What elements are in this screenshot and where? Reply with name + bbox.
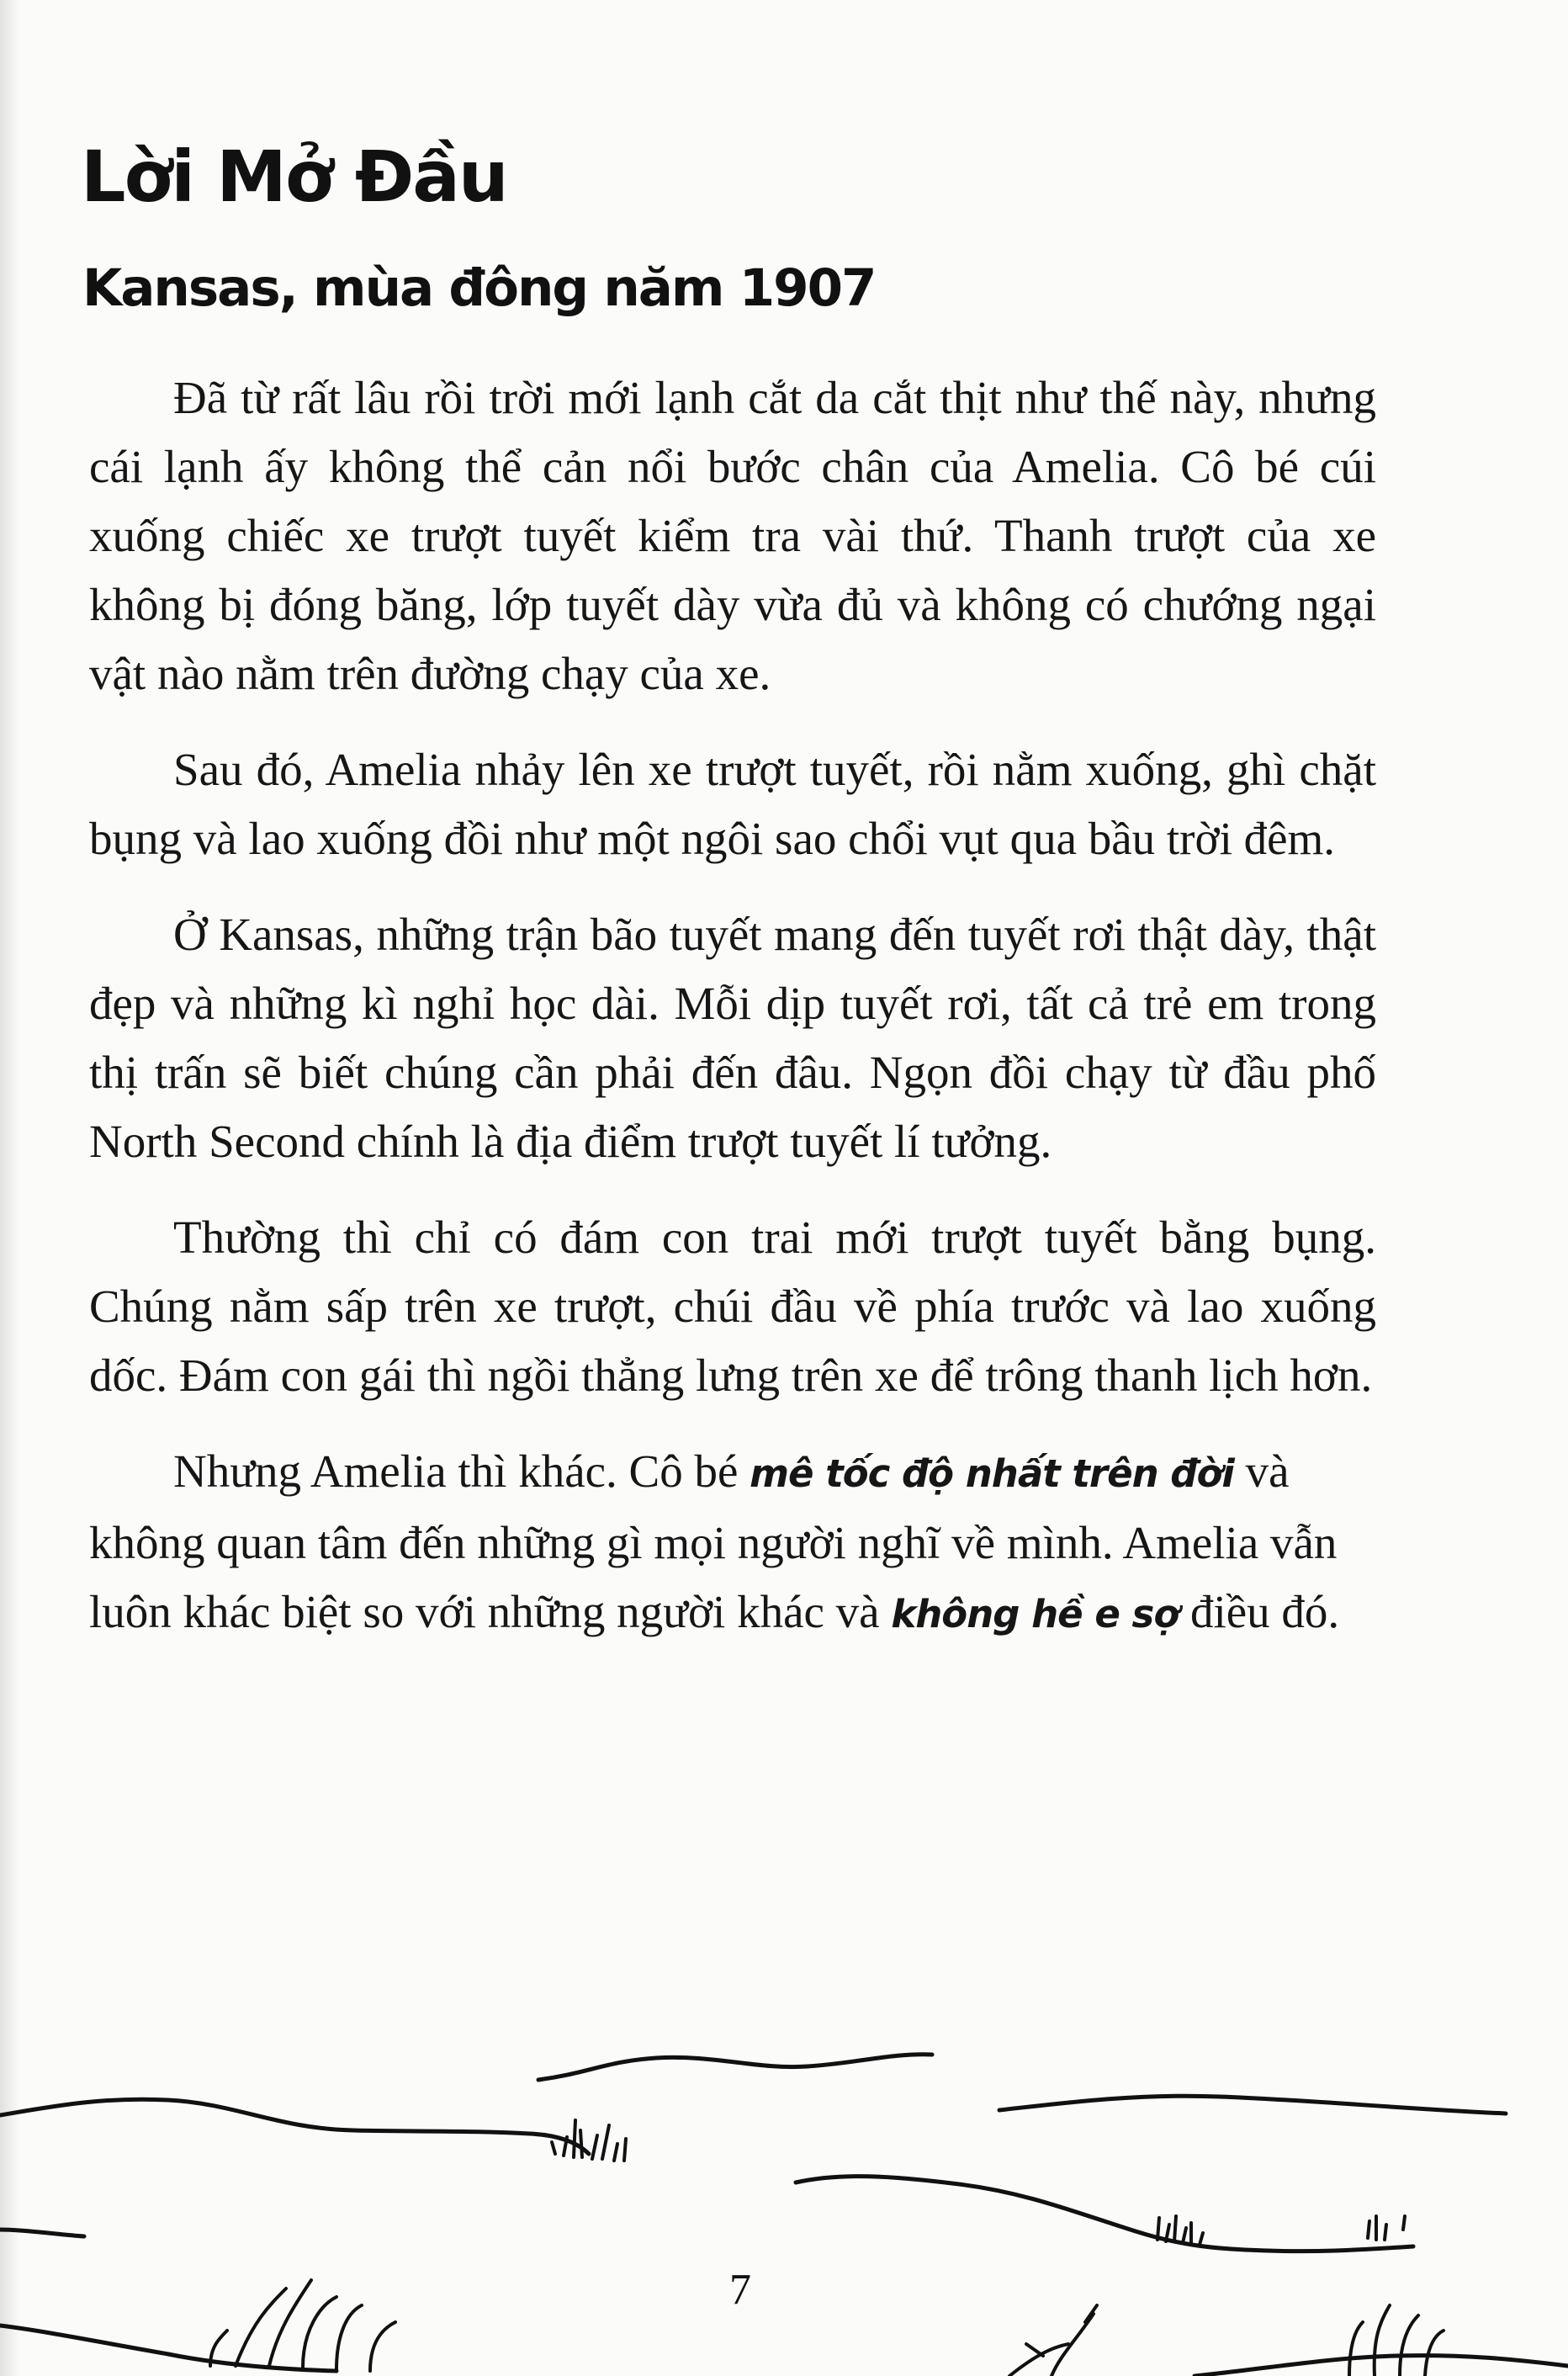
paragraph-2: Sau đó, Amelia nhảy lên xe trượt tuyết, rồi nằm xuống, ghì chặt bụng và lao xuống đồi như một ngôi sao chổi vụt qua bầu trời đêm. [89, 744, 1376, 864]
hill-line-middle [796, 2177, 1413, 2251]
grass-tuft-4 [210, 2280, 395, 2371]
paragraph-3: Ở Kansas, những trận bão tuyết mang đến tuyết rơi thật dày, thật đẹp và những kì nghỉ học dài. Mỗi dịp tuyết rơi, tất cả trẻ em trong thị trấn sẽ biết chúng cần phải đến đâu. Ngọn đồi chạy từ đầu phố North Second chính là địa điểm trượt tuyết lí tưởng. [89, 909, 1376, 1167]
emphasis-fearless: không hề e sợ [891, 1592, 1179, 1636]
hill-line-bottom-right [1195, 2356, 1568, 2376]
paragraph-5 [89, 1437, 1376, 1649]
emphasis-speed: mê tốc độ nhất trên đời [750, 1451, 1234, 1496]
grass-tuft-5 [1349, 2305, 1444, 2376]
grass-tufts [210, 2120, 1444, 2376]
hill-line-top [538, 2055, 932, 2080]
hill-line-bottom-left [0, 2326, 336, 2371]
snowy-hills-illustration [0, 2036, 1568, 2376]
hill-line-left [0, 2099, 589, 2154]
paragraph-5-part-2: và không quan tâm đến những gì mọi người nghĩ về mình. Amelia vẫn luôn khác biệt so với những người khác và [89, 1445, 1338, 1637]
paragraph-4: Thường thì chỉ có đám con trai mới trượt tuyết bằng bụng. Chúng nằm sấp trên xe trượt, chúi đầu về phía trước và lao xuống dốc. Đám con gái thì ngồi thẳng lưng trên xe để trông thanh lịch hơn. [89, 1212, 1376, 1401]
body-text [89, 363, 1376, 1676]
page-number: 7 [729, 2266, 751, 2314]
hill-line-lower-left [0, 2230, 84, 2236]
page-edge-shadow [0, 0, 20, 2376]
grass-tuft-3 [1368, 2216, 1405, 2240]
paragraph-1: Đã từ rất lâu rồi trời mới lạnh cắt da cắt thịt như thế này, nhưng cái lạnh ấy không thể cản nổi bước chân của Amelia. Cô bé cúi xuống chiếc xe trượt tuyết kiểm tra vài thứ. Thanh trượt của xe không bị đóng băng, lớp tuyết dày vừa đủ và không có chướng ngại vật nào nằm trên đường chạy của xe. [89, 372, 1376, 699]
hill-line-right [999, 2096, 1506, 2113]
paragraph-5-part-3: điều đó. [1179, 1586, 1340, 1637]
paragraph-5-part-1: Nhưng Amelia thì khác. Cô bé [173, 1445, 750, 1497]
chapter-subtitle: Kansas, mùa đông năm 1907 [82, 258, 876, 318]
bare-bush [1009, 2305, 1097, 2376]
chapter-title: Lời Mở Đầu [81, 135, 507, 218]
